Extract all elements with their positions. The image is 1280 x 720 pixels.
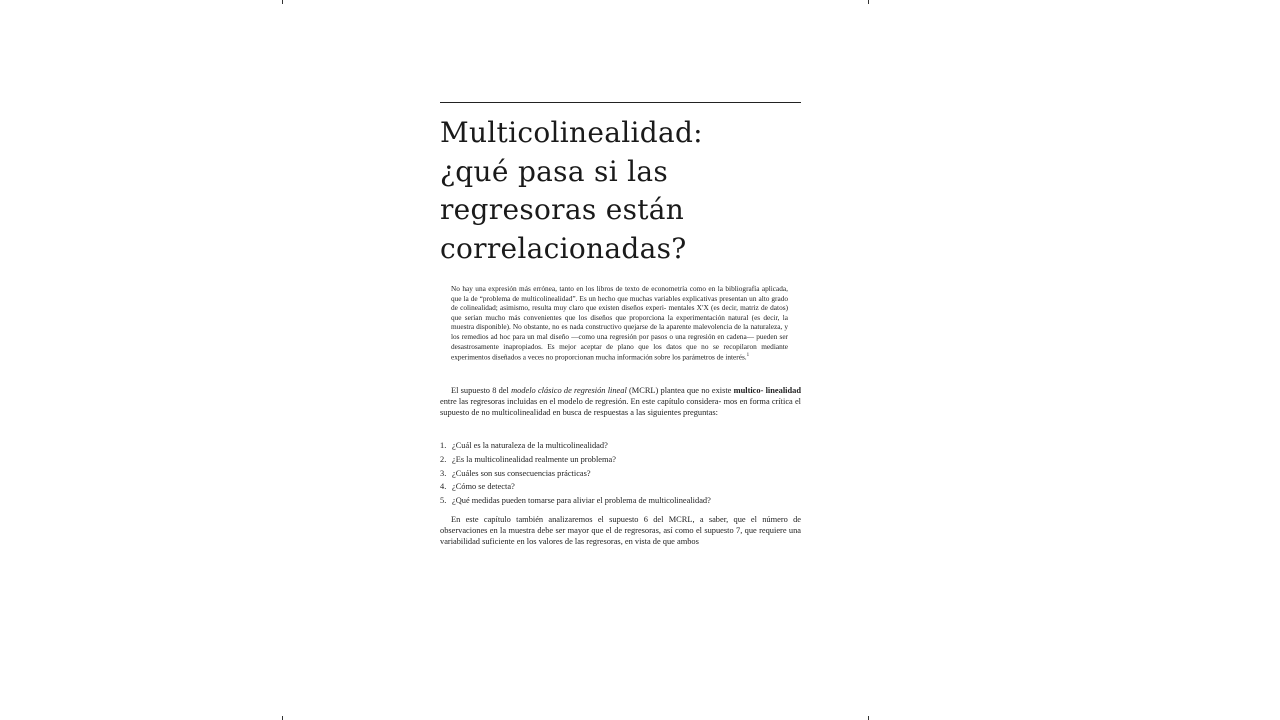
list-number: 3.: [440, 468, 447, 478]
crop-mark: [282, 0, 283, 4]
list-number: 5.: [440, 496, 447, 506]
crop-mark: [868, 716, 869, 720]
intro-text: (MCRL) plantea que no existe: [626, 386, 734, 395]
chapter-title-line: regresoras están: [440, 193, 685, 226]
list-text: ¿Cuál es la naturaleza de la multicolinealidad?: [452, 441, 608, 450]
model-name-italic: modelo clásico de regresión lineal: [511, 386, 627, 395]
chapter-title-line: Multicolinealidad:: [440, 116, 703, 149]
epigraph-text: No hay una expresión más errónea, tanto en los libros de texto de econometría como en la bibliografía aplicada, que la de “problema de multicolinealidad”. Es un hecho que muchas variables explicativas presentan un alto grado de colinealidad; asimismo, resulta muy claro que existen diseños experi- mentales X′X (es decir, matriz de datos) que serían mucho más convenientes que los diseños que proporciona la experimentación natural (es decir, la muestra disponible). No obstante, no es nada constructivo quejarse de la aparente malevolencia de la naturaleza, y los remedios ad hoc para un mal diseño —como una regresión por pasos o una regresión en cadena— pueden ser desastrosamente inapropiados. Es mejor aceptar de plano que los datos que no se recopilaron mediante experimentos diseñados a veces no proporcionan mucha información sobre los parámetros de interés.: [451, 284, 788, 362]
list-item: [440, 453, 801, 467]
epigraph-quote: [451, 284, 788, 362]
list-number: 4.: [440, 482, 447, 492]
chapter-title: [440, 114, 820, 268]
list-text: ¿Qué medidas pueden tomarse para aliviar el problema de multicolinealidad?: [452, 496, 711, 506]
list-item: [440, 494, 801, 508]
chapter-title-line: ¿qué pasa si las: [440, 154, 669, 188]
questions-list: [440, 439, 801, 508]
list-text: ¿Es la multicolinealidad realmente un problema?: [452, 454, 616, 464]
footnote-marker: 1: [746, 353, 750, 359]
chapter-top-rule: [440, 102, 801, 103]
crop-mark: [282, 716, 283, 720]
list-item: [440, 467, 801, 481]
list-text: ¿Cuáles son sus consecuencias prácticas?: [452, 468, 591, 478]
intro-text: entre las regresoras incluidas en el modelo de regresión. En este capítulo considera- mos en forma crítica el supuesto de no multicolinealidad en busca de respuestas a las siguientes preguntas:: [440, 396, 801, 417]
list-number: 2.: [440, 454, 447, 464]
intro-text: El supuesto 8 del: [451, 386, 512, 395]
intro-paragraph: [440, 386, 801, 418]
list-item: [440, 439, 801, 453]
list-number: 1.: [440, 441, 447, 450]
list-item: [440, 480, 801, 494]
list-text: ¿Cómo se detecta?: [452, 482, 515, 492]
crop-mark: [868, 0, 869, 4]
chapter-title-line: correlacionadas?: [440, 231, 687, 265]
key-term-bold: multico- linealidad: [733, 386, 801, 395]
closing-paragraph: En este capítulo también analizaremos el supuesto 6 del MCRL, a saber, que el número de observaciones en la muestra debe ser mayor que el de regresoras, así como el supuesto 7, que requiere una variabilidad suficiente en los valores de las regresoras, en vista de que ambos: [440, 515, 801, 546]
